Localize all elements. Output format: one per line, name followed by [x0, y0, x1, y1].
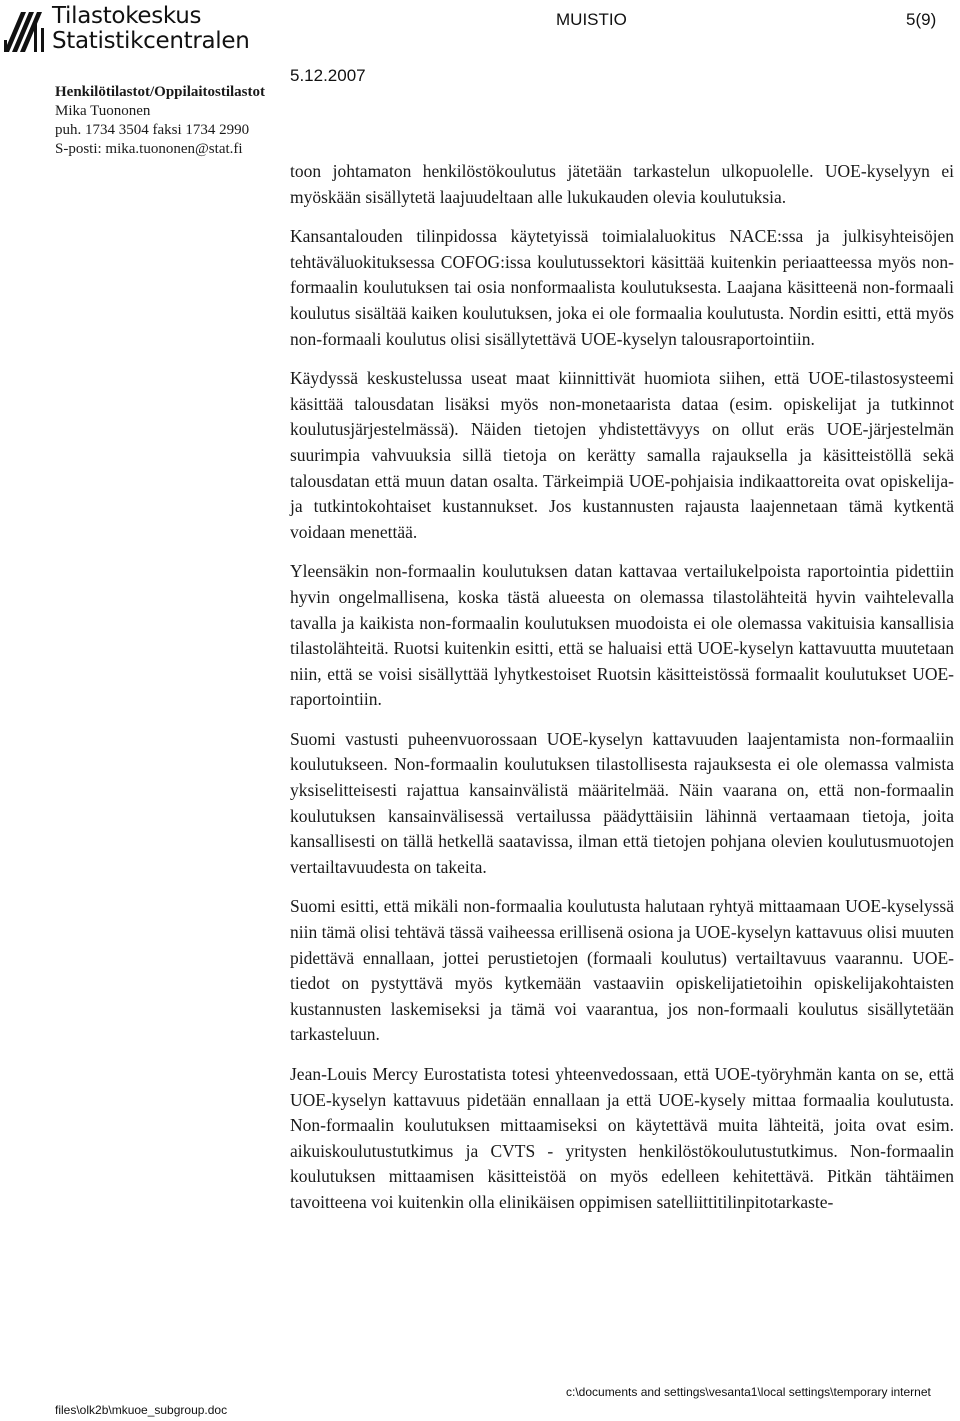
sender-name: Mika Tuononen — [55, 103, 151, 119]
sender-info — [55, 83, 265, 159]
logo-line-swedish: Statistikcentralen — [52, 28, 250, 54]
paragraph: toon johtamaton henkilöstökoulutus jätetään tarkastelun ulkopuolelle. UOE-kyselyyn ei myöskään sisällytetä laajuudeltaan alle lukukauden olevia koulutuksia. — [290, 161, 954, 207]
paragraph: Kansantalouden tilinpidossa käytetyissä toimialaluokitus NACE:ssa ja julkisyhteisöjen tehtäväluokituksessa COFOG:issa koulutussektori käsittää kuitenkin periaatteessa myös non-formaalin koulutuksen tai osia nonformaalista koulutuksesta. Laajana käsitteenä non-formaali koulutus sisältää kaiken koulutuksen, joka ei ole formaalia koulutusta. Nordin esitti, että myös non-formaali koulutus olisi sisällytettävä UOE-kyselyn talousraportointiin. — [290, 226, 954, 349]
document-type: MUISTIO — [556, 10, 627, 29]
paragraph: Yleensäkin non-formaalin koulutuksen datan kattavaa vertailukelpoista raportointia pidettiin hyvin ongelmallisena, koska tästä alueesta on olemassa tilastolähteitä hyvin vaihtelevalla tavalla ja kaikista non-formaalin koulutuksen muodoista ei ole olemassa vakituisia kansallisia tilastolähteitä. Ruotsi kuitenkin esitti, että se haluaisi että UOE-kyselyn kattavuutta muutetaan niin, että se voisi sisällyttää lyhytkestoiset Ruotsin käsitteistössä formaalit koulutukset UOE-raportointiin. — [290, 561, 954, 710]
sender-unit: Henkilötilastot/Oppilaitostilastot — [55, 84, 266, 100]
document-date: 5.12.2007 — [290, 66, 366, 85]
paragraph: Suomi vastusti puheenvuorossaan UOE-kyselyn kattavuuden laajentamista non-formaaliin koulutukseen. Non-formaalin koulutuksen tilastollisesta rajauksesta ei ole olemassa valmista yksiselitteisesti rajattua kansainvälistä määritelmää. Näin vaarana on, että non-formaalin koulutuksen kansainvälisessä vertailussa päädyttäisiin lähinnä vertaamaan tietoja, joita kansallisesti on tällä hetkellä saatavissa, ilman että tietojen pohjana olevien koulutusmuotojen vertailtavuudesta on takeita. — [290, 728, 954, 877]
logo-mark-icon — [4, 6, 46, 52]
organization-logo — [4, 4, 254, 54]
logo-line-finnish: Tilastokeskus — [52, 3, 202, 29]
footer-temp-path: c:\documents and settings\vesanta1\local settings\temporary internet — [566, 1385, 931, 1399]
paragraph: Käydyssä keskustelussa useat maat kiinnittivät huomiota siihen, että UOE-tilastosysteemi käsittää talousdatan lisäksi myös non-monetaarista dataa (esim. opiskelijat ja tutkinnot koulutusjärjestelmässä). Näiden tietojen yhdistettävyys on ollut eräs UOE-järjestelmän suurimpia vahvuuksia sillä tietoja on kerätty samalla rajauksella ja käsitteistöllä sekä talousdatan että muun datan osalta. Tärkeimpiä UOE-pohjaisia indikaattoreita ovat opiskelija- ja tutkintokohtaiset kustannukset. Jos kustannusten rajausta laajennetaan tämä kytkentä voidaan menettää. — [290, 368, 954, 542]
memo-body — [290, 159, 954, 1230]
page-number: 5(9) — [906, 10, 937, 29]
paragraph: Jean-Louis Mercy Eurostatista totesi yhteenvedossaan, että UOE-työryhmän kanta on se, että UOE-kyselyn kattavuus pidetään ennallaan ja että UOE-kysely mittaa formaalia koulutusta. Non-formaalin koulutuksen mittaamiseksi on käytettävä muita lähteitä, joita ovat esim. aikuiskoulutustutkimus ja CVTS - yritysten henkilöstökoulutustutkimus. Non-formaalin koulutuksen mittaamisen käsitteistöä on myös edelleen kehitettävä. Pitkän tähtäimen tavoitteena voi kuitenkin olla elinikäisen oppimisen satelliittitilinpitotarkaste- — [290, 1064, 954, 1212]
sender-phone: puh. 1734 3504 faksi 1734 2990 — [55, 122, 250, 138]
logo-text — [52, 4, 250, 54]
sender-email: S-posti: mika.tuononen@stat.fi — [55, 141, 243, 157]
paragraph: Suomi esitti, että mikäli non-formaalia koulutusta halutaan ryhtyä mittaamaan UOE-kyselyssä niin tämä olisi tehtävä tässä vaiheessa erillisenä osiona ja UOE-kyselyn kattavuus olisi muuten pidettävä ennallaan, jottei perustietojen (formaali koulutus) vertailtavuus vaarannu. UOE-tiedot on pystyttävä myös kytkemään vastaaviin opiskelijatietoihin opiskelijakohtaisten kustannusten laskemiseksi ja tämä voi vaarantua, jos non-formaali koulutus sisällytetään tarkasteluun. — [290, 896, 954, 1045]
footer-file-path: files\olk2b\mkuoe_subgroup.doc — [55, 1403, 228, 1417]
